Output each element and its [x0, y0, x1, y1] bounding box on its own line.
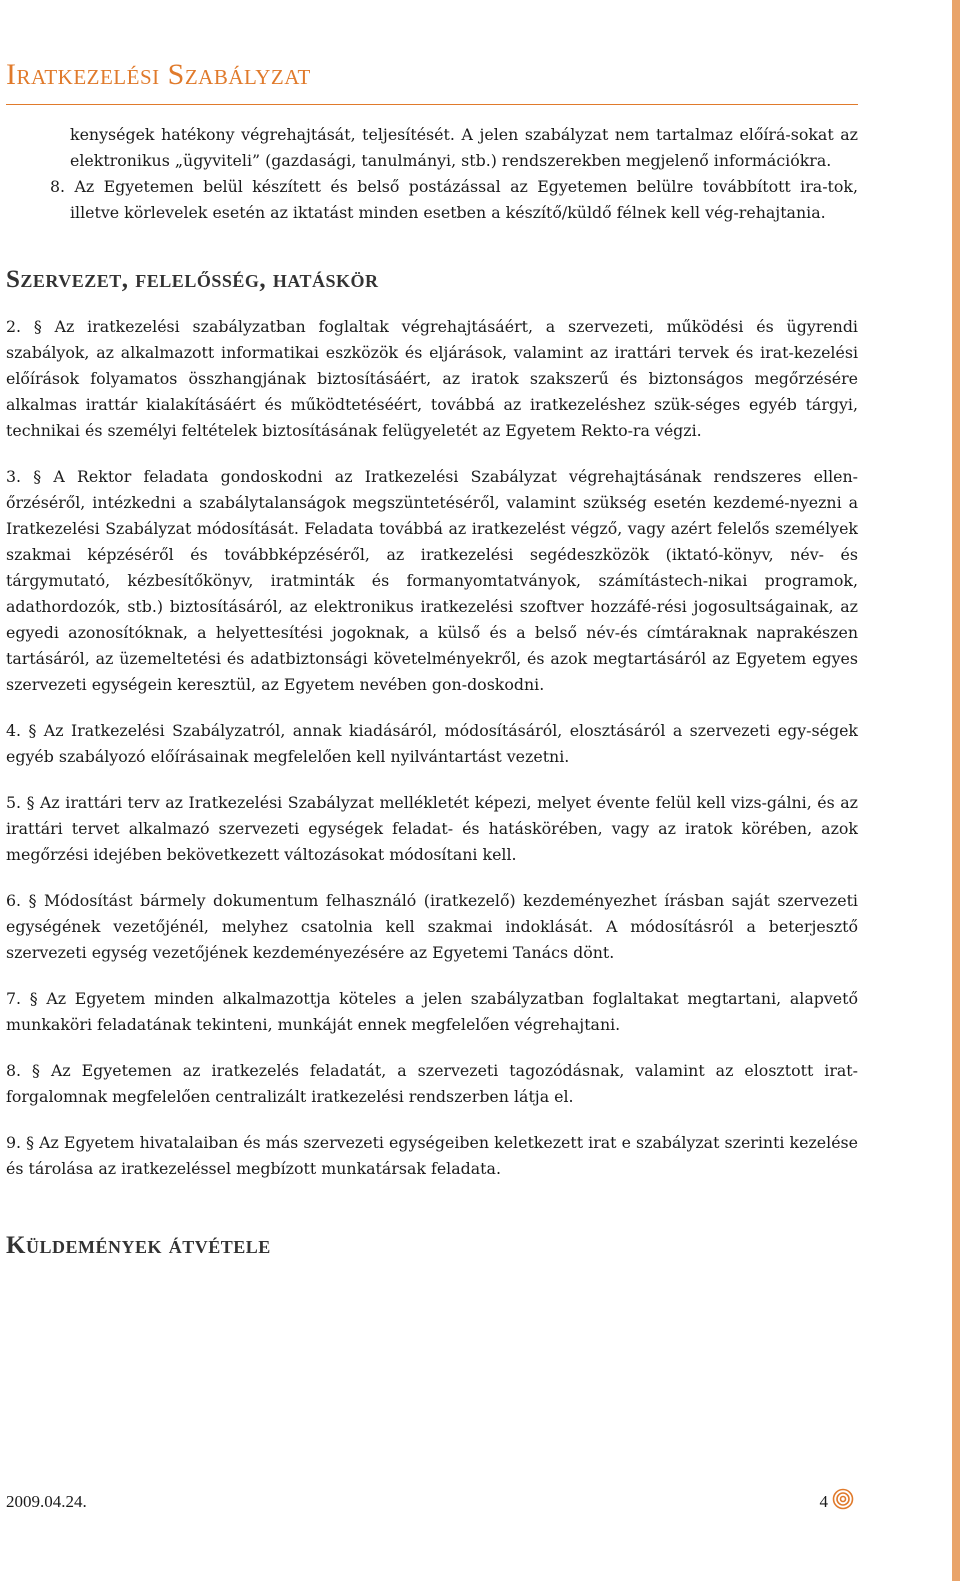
- list-item-8: [50, 174, 858, 226]
- paragraph-6: 6. § Módosítást bármely dokumentum felhasználó (iratkezelő) kezdeményezhet írásban saját szervezeti egységének vezetőjénél, melyhez csatolnia kell szakmai indoklását. A módosításról a beterjesztő szervezeti egység vezetőjének kezdeményezésére az Egyetemi Tanács dönt.: [6, 891, 858, 962]
- footer-date: 2009.04.24.: [6, 1492, 87, 1511]
- paragraph-2: 2. § Az iratkezelési szabályzatban foglaltak végrehajtásáért, a szervezeti, működési és ügyrendi szabályok, az alkalmazott informatikai eszközök és eljárások, valamint az irattári tervek és irat-kezelési előírások folyamatos összhangjának biztosításáért, az iratok szakszerű és biztonságos megőrzésére alkalmas irattár kialakításáért és működtetéséért, továbbá az iratkezeléshez szük-séges egyéb tárgyi, technikai és személyi feltételek biztosításának felügyeletét az Egyetem Rekto-ra végzi.: [6, 317, 858, 440]
- section-heading-organization: Szervezet, felelősség, hatáskör: [6, 266, 379, 293]
- page-number: 4: [819, 1492, 828, 1511]
- list-item-text: Az Egyetemen belül készített és belső postázással az Egyetemen belülre továbbított ira-tok, illetve körlevelek esetén az iktatást minden esetben a készítő/küldő félnek kell vég-rehajtania.: [70, 177, 858, 222]
- page-footer: [6, 1484, 858, 1516]
- continued-item-text: kenységek hatékony végrehajtását, teljesítését. A jelen szabályzat nem tartalmaz előírá-sokat az elektronikus „ügyviteli” (gazdasági, tanulmányi, stb.) rendszerekben megjelenő információkra.: [70, 125, 858, 170]
- paragraph-4: 4. § Az Iratkezelési Szabályzatról, annak kiadásáról, módosításáról, elosztásáról a szervezeti egy-ségek egyéb szabályozó előírásainak megfelelően kell nyilvántartást vezetni.: [6, 721, 858, 766]
- header-divider: [6, 104, 858, 105]
- page-edge-bar: [952, 0, 960, 1581]
- paragraph-3: 3. § A Rektor feladata gondoskodni az Iratkezelési Szabályzat végrehajtásának rendszeres ellen-őrzéséről, intézkedni a szabálytalanságok megszüntetéséről, valamint szükség esetén kezdemé-nyezni a Iratkezelési Szabályzat módosítását. Feladata továbbá az iratkezelést végző, vagy azért felelős személyek szakmai képzéséről és továbbképzéséről, az iratkezelési segédeszközök (iktató-könyv, név- és tárgymutató, kézbesítőkönyv, iratminták és formanyomtatványok, számítástech-nikai programok, adathordozók, stb.) biztosításáról, az elektronikus iratkezelési szoftver hozzáfé-rési jogosultságainak, az egyedi azonosítóknak, a helyettesítési jogoknak, a külső és a belső név-és címtáraknak naprakészen tartásáról, az üzemeltetési és adatbiztonsági követelményekről, és azok megtartásáról az Egyetem egyes szervezeti egységein keresztül, az Egyetem nevében gon-doskodni.: [6, 467, 858, 694]
- paragraph-9: 9. § Az Egyetem hivatalaiban és más szervezeti egységeiben keletkezett irat e szabályzat szerinti kezelése és tárolása az iratkezeléssel megbízott munkatársak feladata.: [6, 1133, 858, 1178]
- document-body: [6, 122, 858, 1287]
- continued-list: [50, 122, 858, 226]
- paragraph-8: 8. § Az Egyetemen az iratkezelés feladatát, a szervezeti tagozódásnak, valamint az elosztott irat-forgalomnak megfelelően centralizált iratkezelési rendszerben látja el.: [6, 1061, 858, 1106]
- section-heading-receipt: Küldemények átvétele: [6, 1232, 271, 1259]
- list-item-number: 8.: [50, 177, 66, 196]
- paragraph-5: 5. § Az irattári terv az Iratkezelési Szabályzat mellékletét képezi, melyet évente felül kell vizs-gálni, és az irattári tervet alkalmazó szervezeti egységek feladat- és hatáskörében, vagy az iratok körében, azok megőrzési idejében bekövetkezett változásokat módosítani kell.: [6, 793, 858, 864]
- concentric-circles-icon: [832, 1488, 854, 1510]
- paragraph-7: 7. § Az Egyetem minden alkalmazottja köteles a jelen szabályzatban foglaltakat megtartani, alapvető munkaköri feladatának tekinteni, munkáját ennek megfelelően végrehajtani.: [6, 989, 858, 1034]
- document-header: [6, 50, 858, 105]
- document-title: Iratkezelési Szabályzat: [6, 58, 311, 91]
